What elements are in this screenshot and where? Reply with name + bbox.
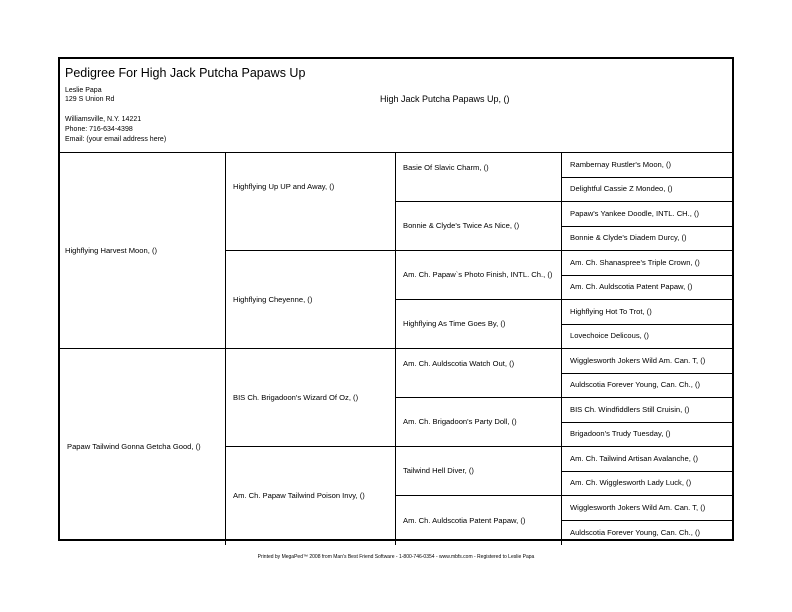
ancestor-name: Rambernay Rustler's Moon, () — [570, 159, 672, 169]
subject-dog-name: High Jack Putcha Papaws Up, () — [380, 94, 510, 104]
great-grandparent-name: Am. Ch. Auldscotia Patent Papaw, () — [403, 515, 526, 525]
ancestor-name: Wigglesworth Jokers Wild Am. Can. T, () — [570, 355, 706, 365]
great-grandparent-name: Tailwind Hell Diver, () — [403, 466, 474, 475]
dam — [60, 349, 226, 545]
ancestor-name: Auldscotia Forever Young, Can. Ch., () — [570, 380, 701, 390]
sire-name: Highflying Harvest Moon, () — [65, 245, 158, 255]
ancestor-name: BIS Ch. Windfiddlers Still Cruisin, () — [570, 404, 690, 414]
grandparent-1 — [226, 153, 396, 251]
great-grandparent-1 — [396, 153, 562, 202]
pedigree-frame — [58, 57, 734, 541]
pedigree-header — [60, 59, 732, 153]
ancestor-name: Am. Ch. Shanaspree's Triple Crown, () — [570, 257, 700, 267]
great-grandparent-name: Highflying As Time Goes By, () — [403, 319, 506, 328]
ancestor-gen4-10 — [562, 374, 732, 399]
ancestor-gen4-15 — [562, 496, 732, 521]
sire — [60, 153, 226, 349]
grandparent-4 — [226, 447, 396, 545]
grandparent-name: Highflying Up UP and Away, () — [233, 182, 335, 191]
great-grandparent-3 — [396, 251, 562, 300]
grandparent-name: BIS Ch. Brigadoon's Wizard Of Oz, () — [233, 392, 359, 402]
ancestor-name: Papaw's Yankee Doodle, INTL. CH., () — [570, 208, 700, 218]
pedigree-grid — [60, 153, 732, 545]
ancestor-name: Auldscotia Forever Young, Can. Ch., () — [570, 527, 701, 537]
dam-name: Papaw Tailwind Gonna Getcha Good, () — [67, 442, 201, 451]
great-grandparent-name: Am. Ch. Auldscotia Watch Out, () — [403, 359, 515, 368]
owner-email: Email: (your email address here) — [65, 136, 167, 143]
grandparent-3 — [226, 349, 396, 447]
ancestor-name: Wigglesworth Jokers Wild Am. Can. T, () — [570, 502, 706, 512]
grandparent-2 — [226, 251, 396, 349]
ancestor-gen4-14 — [562, 472, 732, 497]
great-grandparent-4 — [396, 300, 562, 349]
ancestor-name: Highflying Hot To Trot, () — [570, 306, 652, 316]
great-grandparent-6 — [396, 398, 562, 447]
ancestor-gen4-7 — [562, 300, 732, 325]
ancestor-gen4-16 — [562, 521, 732, 546]
ancestor-gen4-11 — [562, 398, 732, 423]
ancestor-gen4-2 — [562, 178, 732, 203]
grandparent-name: Highflying Cheyenne, () — [233, 294, 313, 304]
great-grandparent-7 — [396, 447, 562, 496]
ancestor-gen4-8 — [562, 325, 732, 350]
great-grandparent-8 — [396, 496, 562, 545]
owner-city: Williamsville, N.Y. 14221 — [65, 116, 142, 123]
ancestor-name: Am. Ch. Auldscotia Patent Papaw, () — [570, 282, 693, 292]
ancestor-gen4-5 — [562, 251, 732, 276]
ancestor-name: Brigadoon's Trudy Tuesday, () — [570, 429, 671, 439]
owner-name: Leslie Papa — [65, 87, 102, 94]
owner-phone: Phone: 716-634-4398 — [65, 126, 133, 133]
great-grandparent-5 — [396, 349, 562, 398]
great-grandparent-2 — [396, 202, 562, 251]
ancestor-gen4-9 — [562, 349, 732, 374]
great-grandparent-name: Bonnie & Clyde's Twice As Nice, () — [403, 221, 520, 230]
ancestor-name: Delightful Cassie Z Mondeo, () — [570, 184, 673, 194]
ancestor-gen4-4 — [562, 227, 732, 252]
footer-credit: Printed by MegaPed™ 2008 from Man's Best Friend Software - 1-800-746-0354 - www.mbfs.com - Registered to Leslie Papa — [257, 554, 535, 560]
ancestor-gen4-1 — [562, 153, 732, 178]
ancestor-gen4-6 — [562, 276, 732, 301]
great-grandparent-name: Basie Of Slavic Charm, () — [403, 163, 489, 172]
ancestor-name: Lovechoice Delicous, () — [570, 331, 649, 341]
owner-street: 129 S Union Rd — [65, 96, 115, 103]
ancestor-name: Am. Ch. Wigglesworth Lady Luck, () — [570, 478, 692, 488]
ancestor-gen4-12 — [562, 423, 732, 448]
ancestor-name: Am. Ch. Tailwind Artisan Avalanche, () — [570, 453, 699, 463]
ancestor-gen4-3 — [562, 202, 732, 227]
great-grandparent-name: Am. Ch. Brigadoon's Party Doll, () — [403, 417, 517, 426]
grandparent-name: Am. Ch. Papaw Tailwind Poison Invy, () — [233, 491, 365, 500]
great-grandparent-name: Am. Ch. Papaw`s Photo Finish, INTL. Ch., () — [403, 270, 553, 279]
ancestor-name: Bonnie & Clyde's Diadem Durcy, () — [570, 233, 687, 243]
page-title: Pedigree For High Jack Putcha Papaws Up — [65, 66, 306, 80]
ancestor-gen4-13 — [562, 447, 732, 472]
